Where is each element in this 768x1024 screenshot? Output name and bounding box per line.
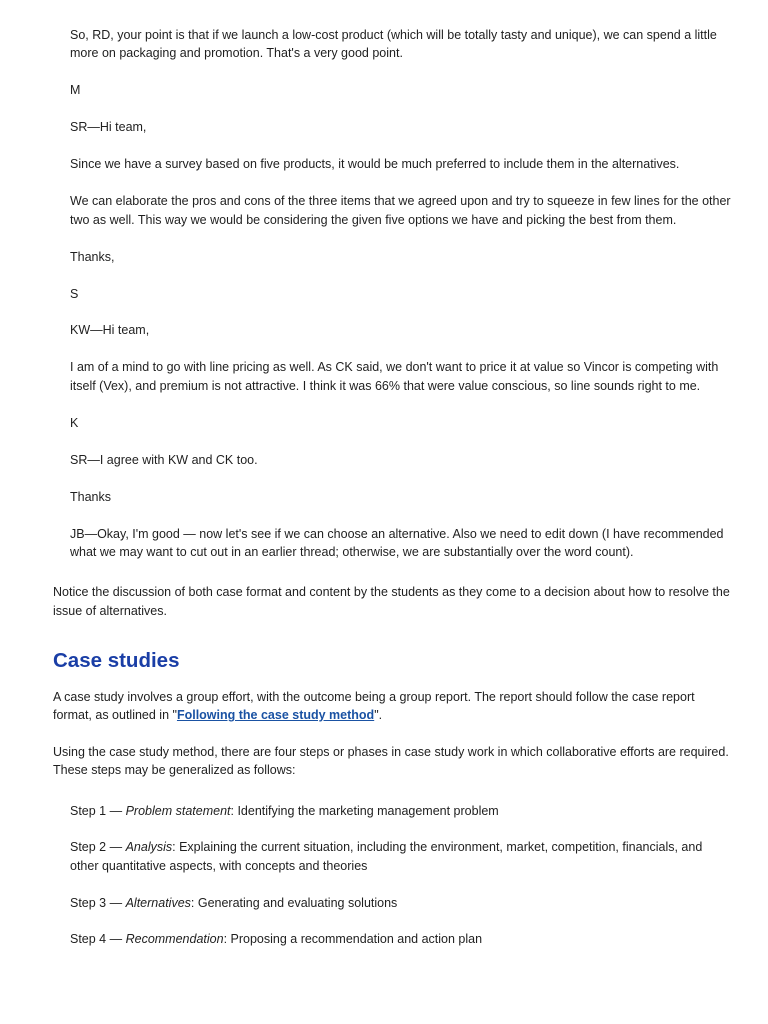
steps-intro-paragraph: Using the case study method, there are four steps or phases in case study work in which collaborative efforts are required. These steps may be generalized as follows: bbox=[53, 745, 729, 778]
thread-message: I am of a mind to go with line pricing as well. As CK said, we don't want to price it at value so Vincor is competing with itself (Vex), and premium is not attractive. I think it was 66% that were value conscious, so line sounds right to me. bbox=[70, 360, 719, 393]
step-item bbox=[70, 802, 733, 820]
thread-message: So, RD, your point is that if we launch a low-cost product (which will be totally tasty and unique), we can spend a little more on packaging and promotion. That's a very good point. bbox=[70, 28, 717, 61]
step-description: : Proposing a recommendation and action plan bbox=[223, 932, 483, 947]
thread-signature: K bbox=[70, 415, 79, 430]
steps-list bbox=[53, 802, 733, 949]
step-prefix: Step 1 — bbox=[70, 803, 126, 818]
step-item bbox=[70, 930, 733, 948]
step-term: Alternatives bbox=[125, 895, 191, 910]
discussion-thread-quote bbox=[53, 26, 733, 561]
thread-signoff: Thanks, bbox=[70, 249, 115, 264]
step-term: Analysis bbox=[125, 840, 173, 855]
case-study-method-link[interactable]: Following the case study method bbox=[176, 708, 375, 723]
step-term: Recommendation bbox=[125, 932, 224, 947]
thread-message: Since we have a survey based on five products, it would be much preferred to include them in the alternatives. bbox=[70, 157, 680, 172]
step-prefix: Step 2 — bbox=[70, 840, 126, 855]
thread-greeting: KW—Hi team, bbox=[70, 323, 150, 338]
step-description: : Explaining the current situation, including the environment, market, competition, financials, and other quantitative aspects, with concepts and theories bbox=[70, 840, 703, 873]
intro-paragraph bbox=[53, 688, 733, 725]
thread-greeting: SR—Hi team, bbox=[70, 120, 147, 135]
step-term: Problem statement bbox=[125, 803, 231, 818]
thread-signature: M bbox=[70, 83, 81, 98]
thread-message: SR—I agree with KW and CK too. bbox=[70, 452, 258, 467]
thread-signature: S bbox=[70, 286, 79, 301]
step-description: : Generating and evaluating solutions bbox=[190, 895, 398, 910]
document-content bbox=[53, 26, 733, 967]
intro-text: A case study involves a group effort, with the outcome being a group report. The report should follow the case report format, as outlined in " bbox=[53, 689, 695, 723]
intro-text-end: ". bbox=[374, 708, 383, 723]
step-item bbox=[70, 838, 733, 875]
step-prefix: Step 4 — bbox=[70, 932, 126, 947]
step-description: : Identifying the marketing management problem bbox=[230, 803, 499, 818]
notice-paragraph: Notice the discussion of both case format and content by the students as they come to a decision about how to resolve the issue of alternatives. bbox=[53, 585, 730, 618]
thread-message: We can elaborate the pros and cons of the three items that we agreed upon and try to squeeze in few lines for the other two as well. This way we would be considering the given five options we have and picking the best from them. bbox=[70, 194, 731, 227]
thread-message: JB—Okay, I'm good — now let's see if we can choose an alternative. Also we need to edit down (I have recommended what we may want to cut out in an earlier thread; otherwise, we are substantially over the word count). bbox=[70, 526, 724, 559]
thread-signoff: Thanks bbox=[70, 489, 111, 504]
step-item bbox=[70, 894, 733, 912]
step-prefix: Step 3 — bbox=[70, 895, 126, 910]
section-heading: Case studies bbox=[53, 648, 180, 672]
